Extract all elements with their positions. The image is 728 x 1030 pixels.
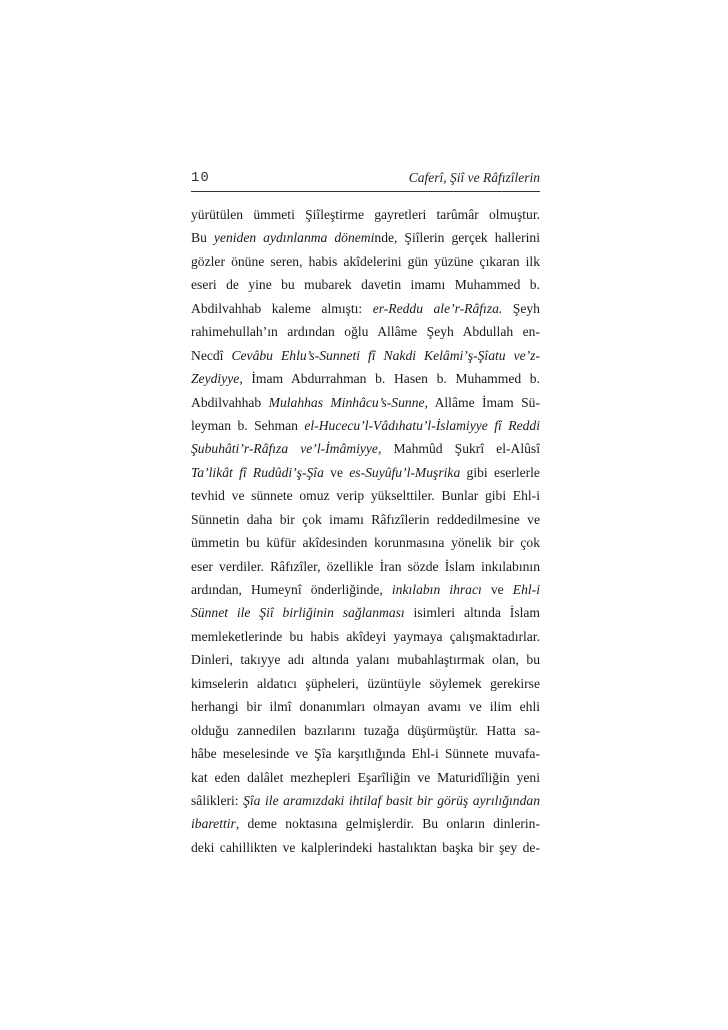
text-line: [191, 648, 540, 671]
running-title: Caferî, Şiî ve Râfızîlerin: [408, 170, 540, 185]
italic-title-text: yeniden aydınlanma dönemi: [213, 230, 375, 246]
text-line: [191, 391, 540, 414]
text-run: Abdilvahhab kaleme almıştı:: [191, 300, 373, 316]
text-line: [191, 461, 540, 484]
text-run: Bu: [191, 230, 214, 246]
text-run: nde, Şiîlerin gerçek hallerini: [374, 230, 540, 246]
text-run: olduğu zannedilen bazılarını tuzağa düşürmüştür. Hatta sa-: [191, 722, 540, 738]
text-line: [191, 812, 540, 835]
text-run: Sünnetin daha bir çok imamı Râfızîlerin reddedilmesine ve: [191, 511, 540, 527]
text-line: [191, 367, 540, 390]
text-run: ardından, Humeynî önderliğinde,: [191, 582, 392, 597]
text-line: [191, 414, 540, 437]
text-run: Mahmûd Şukrî el-Alûsî: [381, 441, 540, 457]
text-line: [191, 836, 540, 859]
text-line: [191, 437, 540, 460]
text-line: [191, 344, 540, 367]
italic-title-text: Ehl-i: [512, 582, 540, 597]
page-header: [191, 170, 540, 192]
text-run: , deme noktasına gelmişlerdir. Bu onların dinlerin-: [235, 816, 540, 832]
italic-title-text: Zeydiyye: [191, 371, 240, 387]
text-line: [191, 297, 540, 320]
text-line: [191, 601, 540, 624]
text-line: [191, 719, 540, 742]
text-run: gözler önüne seren, habis akîdelerini gün yüzüne çıkaran ilk: [191, 253, 540, 269]
text-line: [191, 508, 540, 531]
text-line: [191, 531, 540, 554]
text-line: [191, 766, 540, 789]
italic-title-text: er-Reddu ale’r-Râfıza.: [372, 300, 503, 316]
text-run: eseri de yine bu mubarek davetin imamı Muhammed b.: [191, 277, 540, 293]
text-run: Necdî: [191, 347, 232, 363]
text-run: herhangi bir ilmî donanımları olmayan avamı ve ilim ehli: [191, 699, 540, 715]
text-line: [191, 226, 540, 249]
text-run: , İmam Abdurrahman b. Hasen b. Muhammed b.: [239, 371, 540, 387]
text-run: leyman b. Sehman: [191, 417, 305, 433]
text-run: ve: [323, 464, 350, 480]
text-line: [191, 320, 540, 343]
text-line: [191, 203, 540, 226]
text-run: hâbe meselesinde ve Şîa karşıtlığında Ehl-i Sünnete muvafa-: [191, 746, 540, 762]
text-run: Allâme İmam Sü-: [427, 394, 540, 410]
text-line: [191, 625, 540, 648]
text-line: [191, 555, 540, 578]
text-run: Dinleri, takıyye adı altında yalanı mubahlaştırmak olan, bu: [191, 652, 540, 668]
italic-title-text: inkılabın ihracı: [391, 582, 482, 597]
text-run: eser verdiler. Râfızîler, özellikle İran sözde İslam inkılabının: [191, 558, 540, 574]
text-run: ümmetin bu küfür akîdesinden korunmasına yönelik bir çok: [191, 535, 540, 551]
italic-title-text: Şubuhâti’r-Râfıza ve’l-İmâmiyye,: [191, 441, 382, 457]
text-run: tevhid ve sünnete omuz verip yükselttiler. Bunlar gibi Ehl-i: [191, 488, 540, 504]
page-number: 10: [191, 170, 210, 186]
italic-title-text: Cevâbu Ehlu’s-Sunneti fî Nakdi Kelâmi’ş-Şîatu ve’z-: [231, 347, 540, 363]
text-run: deki cahillikten ve kalplerindeki hastalıktan başka bir şey de-: [191, 839, 540, 855]
body-paragraph: [191, 203, 540, 859]
text-run: kimselerin aldatıcı şüpheleri, üzüntüyle söylemek gerekirse: [191, 675, 540, 691]
text-line: [191, 250, 540, 273]
italic-title-text: Şîa ile aramızdaki ihtilaf basit bir görüş ayrılığından: [243, 792, 540, 808]
text-line: [191, 578, 540, 601]
text-run: gibi eserlerle: [460, 464, 540, 480]
italic-title-text: el-Hucecu’l-Vâdıhatu’l-İslamiyye fî Reddi: [304, 417, 540, 433]
text-run: rahimehullah’ın ardından oğlu Allâme Şeyh Abdullah en-: [191, 324, 540, 340]
text-line: [191, 273, 540, 296]
text-line: [191, 742, 540, 765]
text-run: Şeyh: [502, 300, 540, 316]
italic-title-text: Sünnet ile Şiî birliğinin sağlanması: [191, 605, 405, 621]
text-run: memleketlerinde bu habis akîdeyi yaymaya çalışmaktadırlar.: [191, 628, 540, 644]
text-line: [191, 484, 540, 507]
italic-title-text: Ta’likât fî Rudûdi’ş-Şîa: [191, 464, 324, 480]
text-run: Abdilvahhab: [191, 394, 269, 410]
text-run: ve: [481, 582, 513, 597]
text-line: [191, 789, 540, 812]
header-rule: [191, 191, 540, 192]
italic-title-text: es-Suyûfu’l-Muşrika: [349, 464, 461, 480]
text-line: [191, 695, 540, 718]
text-run: isimleri altında İslam: [404, 605, 540, 621]
text-run: yürütülen ümmeti Şiîleştirme gayretleri tarûmâr olmuştur.: [191, 207, 540, 222]
text-line: [191, 672, 540, 695]
italic-title-text: ibarettir: [191, 816, 236, 832]
text-run: sâlikleri:: [191, 792, 244, 808]
text-run: kat eden dalâlet mezhepleri Eşarîliğin ve Maturidîliğin yeni: [191, 769, 540, 785]
italic-title-text: Mulahhas Minhâcu’s-Sunne,: [268, 394, 428, 410]
